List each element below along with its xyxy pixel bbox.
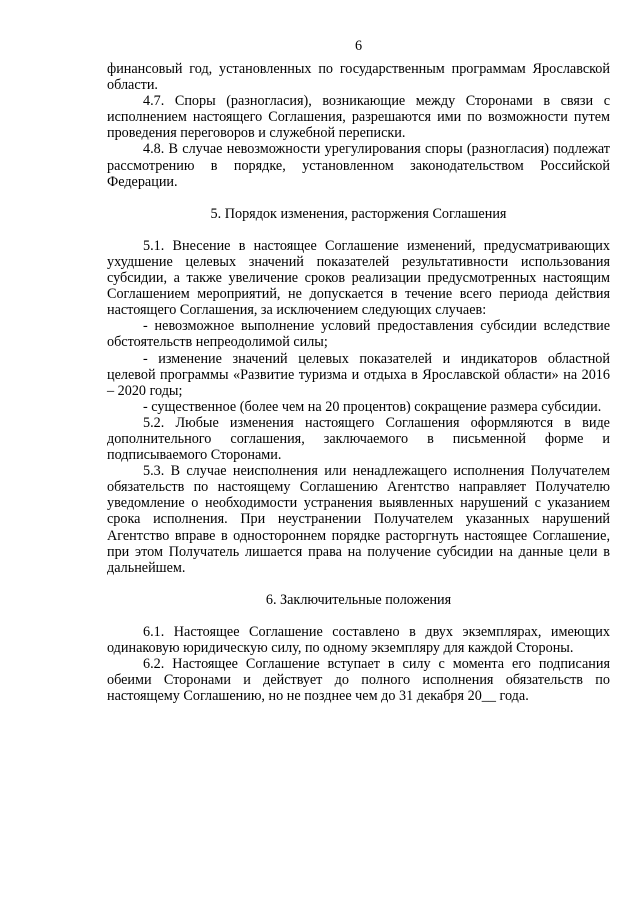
paragraph-5-3: 5.3. В случае неисполнения или ненадлежащего исполнения Получателем обязательств по настоящему Соглашению Агентство направляет Получателю уведомление о необходимости устранения выявленных нарушений с указанием срока исполнения. При неустранении Получателем указанных нарушений Агентство вправе в одностороннем порядке расторгнуть настоящее Соглашение, при этом Получатель лишается права на получение субсидии на данные цели в дальнейшем. <box>107 463 610 576</box>
list-item-target-indicators: - изменение значений целевых показателей и индикаторов областной целевой программы «Развитие туризма и отдыха в Ярославской области» на 2016 – 2020 годы; <box>107 350 610 399</box>
document-page <box>107 38 610 704</box>
spacer <box>107 222 610 238</box>
paragraph-5-2: 5.2. Любые изменения настоящего Соглашения оформляются в виде дополнительного соглашения, заключаемого в письменной форме и подписываемого Сторонами. <box>107 414 610 464</box>
paragraph-4-8: 4.8. В случае невозможности урегулирования споры (разногласия) подлежат рассмотрению в порядке, установленном законодательством Российской Федерации. <box>107 141 610 190</box>
section-heading-6: 6. Заключительные положения <box>265 591 452 608</box>
list-item-subsidy-reduction: - существенное (более чем на 20 процентов) сокращение размера субсидии. <box>143 398 602 415</box>
spacer <box>107 190 610 206</box>
spacer <box>107 576 610 592</box>
paragraph-6-1: 6.1. Настоящее Соглашение составлено в двух экземплярах, имеющих одинаковую юридическую силу, по одному экземпляру для каждой Стороны. <box>107 623 610 656</box>
section-heading-5: 5. Порядок изменения, расторжения Соглашения <box>210 205 507 222</box>
paragraph-financial-year: финансовый год, установленных по государственным программам Ярославской области. <box>107 61 610 94</box>
spacer <box>107 608 610 624</box>
list-item-force-majeure: - невозможное выполнение условий предоставления субсидии вследствие обстоятельств непреодолимой силы; <box>107 318 610 351</box>
paragraph-4-7: 4.7. Споры (разногласия), возникающие между Сторонами в связи с исполнением настоящего Соглашения, разрешаются ими по возможности путем проведения переговоров и служебной переписки. <box>107 93 610 142</box>
paragraph-6-2: 6.2. Настоящее Соглашение вступает в силу с момента его подписания обеими Сторонами и действует до полного исполнения обязательств по настоящему Соглашению, но не позднее чем до 31 декабря 20__ года. <box>107 656 610 705</box>
paragraph-5-1: 5.1. Внесение в настоящее Соглашение изменений, предусматривающих ухудшение целевых значений показателей результативности использования субсидии, а также увеличение сроков реализации предусмотренных настоящим Соглашением мероприятий, не допускается в течение всего периода действия настоящего Соглашения, за исключением следующих случаев: <box>107 237 610 319</box>
page-number: 6 <box>354 38 363 54</box>
